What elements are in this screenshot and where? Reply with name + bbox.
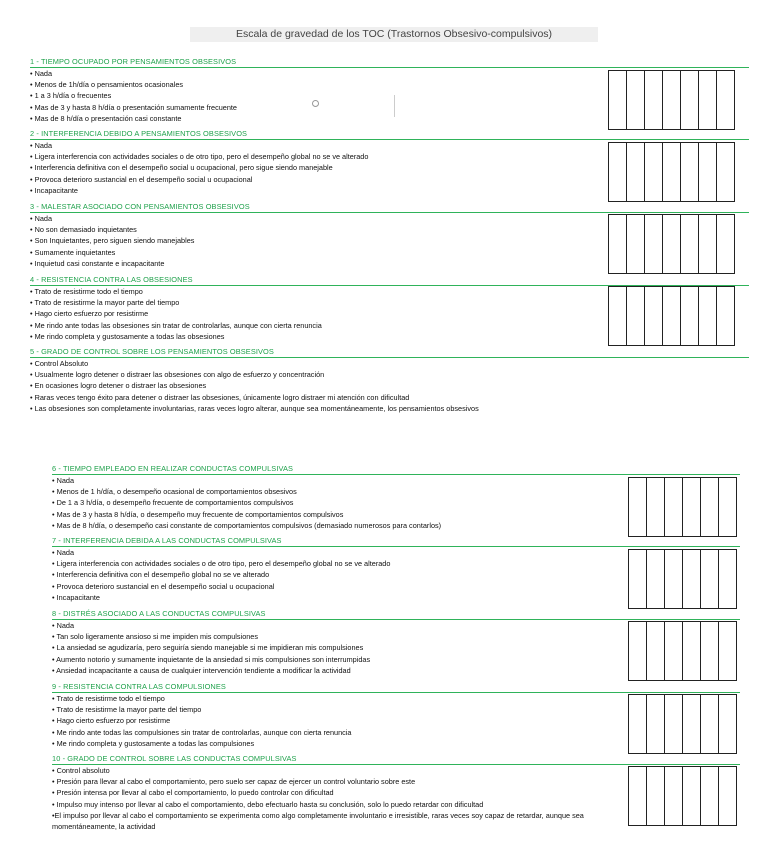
section-heading: 8 - DISTRÉS ASOCIADO A LAS CONDUCTAS COMPULSIVAS <box>52 609 266 618</box>
score-cell[interactable] <box>701 695 719 753</box>
section-heading: 4 - RESISTENCIA CONTRA LAS OBSESIONES <box>30 275 193 284</box>
option-item: • 1 a 3 h/día o frecuentes <box>30 91 112 101</box>
section-5 <box>30 347 749 414</box>
score-cell[interactable] <box>719 622 737 680</box>
option-item: • De 1 a 3 h/día, o desempeño frecuente de comportamientos compulsivos <box>52 498 294 508</box>
option-item: • Mas de 8 h/día o presentación casi constante <box>30 113 182 123</box>
score-cell[interactable] <box>699 143 717 201</box>
page-title: Escala de gravedad de los TOC (Trastornos Obsesivo-compulsivos) <box>235 28 553 40</box>
score-cell[interactable] <box>665 550 683 608</box>
option-item: • Tan solo ligeramente ansioso si me impiden mis compulsiones <box>52 632 259 642</box>
score-cell[interactable] <box>719 478 737 536</box>
score-cell[interactable] <box>663 143 681 201</box>
score-cell[interactable] <box>665 622 683 680</box>
score-grid-8[interactable] <box>628 621 737 681</box>
option-item: • Usualmente logro detener o distraer las obsesiones con algo de esfuerzo y concentración <box>30 370 325 380</box>
option-item: • Menos de 1h/día o pensamientos ocasionales <box>30 80 184 90</box>
score-cell[interactable] <box>609 71 627 129</box>
score-cell[interactable] <box>681 287 699 345</box>
score-cell[interactable] <box>719 767 737 825</box>
option-item: • Sumamente inquietantes <box>30 247 116 257</box>
option-item: • Menos de 1 h/día, o desempeño ocasional de comportamientos obsesivos <box>52 487 297 497</box>
score-cell[interactable] <box>701 767 719 825</box>
option-item: • Control Absoluto <box>30 359 89 368</box>
option-item: • Incapacitante <box>30 185 78 195</box>
score-cell[interactable] <box>683 767 701 825</box>
score-grid-7[interactable] <box>628 549 737 609</box>
option-item: • Mas de 3 y hasta 8 h/día, o desempeño muy frecuente de comportamientos compulsivos <box>52 509 344 519</box>
score-cell[interactable] <box>699 215 717 273</box>
option-item: • Me rindo completa y gustosamente a todas las obsesiones <box>30 331 225 341</box>
option-item: • Son Inquietantes, pero siguen siendo manejables <box>30 236 195 246</box>
section-heading: 1 - TIEMPO OCUPADO POR PENSAMIENTOS OBSESIVOS <box>30 57 237 66</box>
score-cell[interactable] <box>645 215 663 273</box>
option-item: • Ligera interferencia con actividades sociales o de otro tipo, pero el desempeño global no se ve alterado <box>30 152 369 162</box>
score-cell[interactable] <box>645 71 663 129</box>
score-grid-2[interactable] <box>608 142 735 202</box>
option-item: • Presión intensa por llevar al cabo el comportamiento, lo puedo controlar con dificultad <box>52 788 334 798</box>
option-item: • Trato de resistirme la mayor parte del tiempo <box>52 705 202 715</box>
section-heading: 6 - TIEMPO EMPLEADO EN REALIZAR CONDUCTAS COMPULSIVAS <box>52 464 294 473</box>
section-heading: 9 - RESISTENCIA CONTRA LAS COMPULSIONES <box>52 682 226 691</box>
option-item: • Control absoluto <box>52 766 110 775</box>
score-cell[interactable] <box>629 478 647 536</box>
score-cell[interactable] <box>609 215 627 273</box>
score-cell[interactable] <box>629 695 647 753</box>
score-grid-9[interactable] <box>628 694 737 754</box>
option-item: • No son demasiado inquietantes <box>30 225 137 235</box>
score-grid-6[interactable] <box>628 477 737 537</box>
option-item: • Provoca deterioro sustancial en el desempeño social u ocupacional <box>52 581 275 591</box>
option-item: • Interferencia definitiva con el desempeño social u ocupacional, pero sigue siendo manejable <box>30 163 333 173</box>
option-item: • Las obsesiones son completamente involuntarias, raras veces logro alterar, aunque sea momentáneamente, los pensamientos obsesivos <box>30 403 479 413</box>
option-item: • Hago cierto esfuerzo por resistirme <box>52 716 171 726</box>
option-item: • Provoca deterioro sustancial en el desempeño social u ocupacional <box>30 174 253 184</box>
score-cell[interactable] <box>627 143 645 201</box>
option-item: • Nada <box>30 69 53 78</box>
score-cell[interactable] <box>629 550 647 608</box>
score-cell[interactable] <box>701 478 719 536</box>
score-cell[interactable] <box>681 143 699 201</box>
option-item: • Ligera interferencia con actividades sociales o de otro tipo, pero el desempeño global no se ve alterado <box>52 559 391 569</box>
score-cell[interactable] <box>717 143 735 201</box>
option-item: • Nada <box>30 214 53 223</box>
score-cell[interactable] <box>629 767 647 825</box>
score-cell[interactable] <box>647 478 665 536</box>
score-grid-10[interactable] <box>628 766 737 826</box>
score-cell[interactable] <box>719 550 737 608</box>
score-cell[interactable] <box>701 550 719 608</box>
option-item: • Incapacitante <box>52 592 100 602</box>
section-heading: 3 - MALESTAR ASOCIADO CON PENSAMIENTOS OBSESIVOS <box>30 202 250 211</box>
score-cell[interactable] <box>717 71 735 129</box>
score-cell[interactable] <box>699 71 717 129</box>
option-item: • Impulso muy intenso por llevar al cabo el comportamiento, debo efectuarlo hasta su conclusión, solo lo puedo retardar con dificultad <box>52 799 484 809</box>
option-item: • Raras veces tengo éxito para detener o distraer las obsesiones, únicamente logro distraer mi atención con dificultad <box>30 392 410 402</box>
score-cell[interactable] <box>717 287 735 345</box>
option-item: • Nada <box>52 621 75 630</box>
score-grid-3[interactable] <box>608 214 735 274</box>
option-item: • Mas de 8 h/día, o desempeño casi constante de comportamientos compulsivos (demasiado numerosos para contarlos) <box>52 520 442 530</box>
score-cell[interactable] <box>717 215 735 273</box>
option-item: • Me rindo completa y gustosamente a todas las compulsiones <box>52 738 255 748</box>
option-item: • Me rindo ante todas las obsesiones sin tratar de controlarlas, aunque con cierta renuncia <box>30 320 322 330</box>
option-item: •El impulso por llevar al cabo el comportamiento se experimenta como algo completamente involuntario e irresistible, raras veces soy capaz de retardar, aunque sea momentáneamente, la actividad <box>52 810 584 832</box>
score-cell[interactable] <box>683 550 701 608</box>
score-cell[interactable] <box>663 215 681 273</box>
score-cell[interactable] <box>645 143 663 201</box>
score-cell[interactable] <box>665 695 683 753</box>
score-cell[interactable] <box>627 287 645 345</box>
score-cell[interactable] <box>665 767 683 825</box>
score-cell[interactable] <box>663 287 681 345</box>
score-cell[interactable] <box>609 143 627 201</box>
option-item: • La ansiedad se agudizaría, pero seguiría siendo manejable si me impidieran mis compulsiones <box>52 643 364 653</box>
option-item: • Aumento notorio y sumamente inquietante de la ansiedad si mis compulsiones son interrumpidas <box>52 654 371 664</box>
option-item: • En ocasiones logro detener o distraer las obsesiones <box>30 381 207 391</box>
option-item: • Interferencia definitiva con el desempeño global no se ve alterado <box>52 570 270 580</box>
option-item: • Nada <box>52 476 75 485</box>
option-item: • Nada <box>30 141 53 150</box>
option-item: • Me rindo ante todas las compulsiones sin tratar de controlarlas, aunque con cierta renuncia <box>52 727 352 737</box>
score-cell[interactable] <box>627 215 645 273</box>
score-cell[interactable] <box>627 71 645 129</box>
score-cell[interactable] <box>645 287 663 345</box>
score-cell[interactable] <box>701 622 719 680</box>
score-cell[interactable] <box>719 695 737 753</box>
score-cell[interactable] <box>663 71 681 129</box>
option-item: • Ansiedad incapacitante a causa de cualquier intervención tendiente a modificar la actividad <box>52 665 351 675</box>
cursor-circle <box>312 100 319 107</box>
score-cell[interactable] <box>647 550 665 608</box>
score-cell[interactable] <box>629 622 647 680</box>
option-item: • Trato de resistirme todo el tiempo <box>52 694 165 703</box>
text-cursor-line <box>394 95 395 117</box>
score-cell[interactable] <box>681 215 699 273</box>
section-heading: 10 - GRADO DE CONTROL SOBRE LAS CONDUCTAS COMPULSIVAS <box>52 754 297 763</box>
score-cell[interactable] <box>683 478 701 536</box>
score-cell[interactable] <box>647 622 665 680</box>
option-item: • Inquietud casi constante e incapacitante <box>30 258 165 268</box>
section-heading: 2 - INTERFERENCIA DEBIDO A PENSAMIENTOS OBSESIVOS <box>30 129 248 138</box>
option-item: • Nada <box>52 548 75 557</box>
option-item: • Trato de resistirme todo el tiempo <box>30 287 143 296</box>
score-cell[interactable] <box>699 287 717 345</box>
score-cell[interactable] <box>683 622 701 680</box>
score-cell[interactable] <box>647 767 665 825</box>
score-cell[interactable] <box>609 287 627 345</box>
option-item: • Presión para llevar al cabo el comportamiento, pero suelo ser capaz de ejercer un control voluntario sobre este <box>52 777 416 787</box>
score-cell[interactable] <box>665 478 683 536</box>
section-heading: 5 - GRADO DE CONTROL SOBRE LOS PENSAMIENTOS OBSESIVOS <box>30 347 274 356</box>
option-item: • Trato de resistirme la mayor parte del tiempo <box>30 298 180 308</box>
option-item: • Mas de 3 y hasta 8 h/día o presentación sumamente frecuente <box>30 102 237 112</box>
score-cell[interactable] <box>681 71 699 129</box>
score-grid-4[interactable] <box>608 286 735 346</box>
option-item: • Hago cierto esfuerzo por resistirme <box>30 309 149 319</box>
score-cell[interactable] <box>683 695 701 753</box>
score-cell[interactable] <box>647 695 665 753</box>
score-grid-1[interactable] <box>608 70 735 130</box>
section-heading: 7 - INTERFERENCIA DEBIDA A LAS CONDUCTAS COMPULSIVAS <box>52 536 282 545</box>
